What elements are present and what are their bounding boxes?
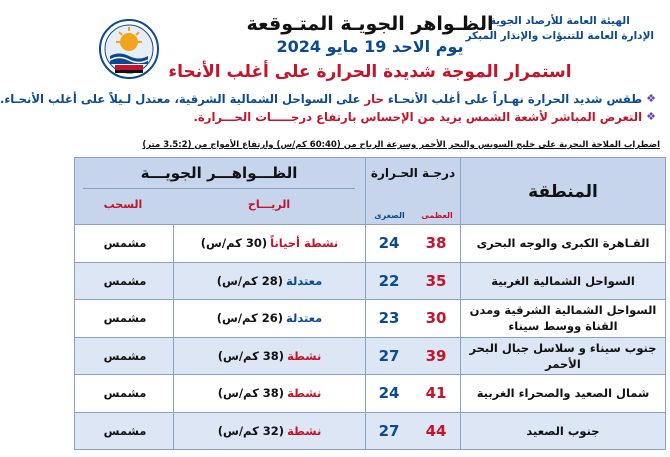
forecast-table	[74, 157, 666, 457]
header-phenomena-title: الظـــواهـــر الجويـــة	[140, 164, 298, 182]
cell-clouds: مشمس	[103, 423, 147, 438]
cell-region: جنوب الصعيد	[460, 413, 665, 450]
cell-max-temp: 44	[425, 421, 447, 440]
cell-wind	[173, 300, 365, 337]
bullet-weather-hot: حار	[364, 92, 384, 106]
bullet-weather	[0, 90, 656, 108]
marine-note: اضطراب الملاحة البحرية على خليج السويس والبحر الأحمر وسرعة الرياح من (60:40 كم/س) وارتفاع الأمواج من (3.5:2 متر)	[142, 140, 660, 150]
cell-clouds: مشمس	[103, 311, 147, 326]
wind-state: نشطة	[287, 386, 322, 401]
cell-wind	[173, 375, 365, 412]
cell-min-temp: 24	[365, 225, 412, 262]
bulletin-header	[0, 0, 670, 150]
org-line-1: الهيئة العامة للأرصاد الجوية	[489, 15, 630, 27]
header-region: المنطقة	[460, 158, 665, 226]
cell-wind	[173, 413, 365, 450]
cell-wind	[173, 225, 365, 262]
cell-max-temp: 39	[425, 346, 447, 365]
cell-min-temp: 22	[365, 263, 412, 300]
table-header	[74, 157, 666, 225]
header-min: الصغرى	[374, 211, 405, 220]
header-max: العظمى	[421, 211, 453, 220]
table-row	[74, 413, 666, 451]
wind-state: معتدلة	[286, 273, 323, 288]
wind-state: نشطة	[287, 348, 322, 363]
header-phenomena	[73, 158, 365, 226]
org-line-2: الإدارة العامة للتنبؤات والإنذار المبكر	[465, 30, 654, 42]
wind-state: معتدلة	[286, 311, 323, 326]
wind-state: نشطة أحياناً	[270, 236, 339, 251]
header-temperature	[365, 158, 460, 226]
cell-region: السواحل الشمالية الشرقية ومدن القناة ووسط سيناء	[460, 300, 665, 337]
wind-speed: (32 كم/س)	[217, 423, 285, 438]
bullet-sun-text: التعرض المباشر لأشعة الشمس يزيد من الإحساس بارتفاع درجـــــات الحـــرارة.	[193, 110, 643, 124]
header-divider	[83, 188, 355, 189]
wind-speed: (26 كم/س)	[216, 311, 284, 326]
cell-min-temp: 27	[365, 413, 412, 450]
cell-region: القـاهرة الكبرى والوجه البحرى	[460, 225, 665, 262]
cell-min-temp: 24	[365, 375, 412, 412]
bullet-weather-text-a: طقس شديد الحرارة نهـاراً على أغلب الأنحـاء	[387, 92, 643, 106]
cell-wind	[173, 263, 365, 300]
cell-min-temp: 27	[365, 338, 412, 375]
header-temperature-title: درجـة الحـرارة	[370, 166, 456, 180]
bullet-list	[0, 90, 656, 126]
headline: استمرار الموجة شديدة الحرارة على أغلب الأنحاء	[168, 62, 572, 82]
page-title: الظـواهر الجويـة المتـوقعة	[246, 13, 494, 35]
cell-max-temp: 30	[425, 309, 447, 328]
cell-wind	[173, 338, 365, 375]
cell-region: السواحل الشمالية الغربية	[460, 263, 665, 300]
cell-max-temp: 41	[425, 384, 447, 403]
header-clouds: السحب	[103, 198, 143, 211]
cell-region: شمال الصعيد والصحراء الغربية	[460, 375, 665, 412]
cell-max-temp: 35	[425, 271, 447, 290]
cell-clouds: مشمس	[103, 236, 147, 251]
wind-speed: (38 كم/س)	[217, 386, 285, 401]
table-row	[74, 300, 666, 338]
wind-speed: (30 كم/س)	[200, 236, 268, 251]
table-row	[74, 225, 666, 263]
table-row	[74, 338, 666, 376]
bullet-sun-exposure	[81, 108, 656, 126]
header-temperature-sub	[366, 211, 461, 220]
wind-speed: (28 كم/س)	[216, 273, 284, 288]
title-block	[240, 12, 500, 58]
cell-max-temp: 38	[425, 234, 447, 253]
table-body	[74, 225, 666, 450]
table-row	[74, 375, 666, 413]
wind-speed: (38 كم/س)	[217, 348, 285, 363]
bullet-weather-text-b: على السواحل الشمالية الشرقية، معتدل لـيلاً على أغلب الأنحـاء.	[0, 92, 361, 106]
cell-region: جنوب سيناء و سلاسل جبال البحر الأحمر	[460, 338, 665, 375]
forecast-date: يوم الاحد 19 مايو 2024	[276, 37, 464, 56]
cell-clouds: مشمس	[103, 386, 147, 401]
wind-state: نشطة	[287, 423, 322, 438]
diamond-bullet-icon: ❖	[646, 110, 656, 123]
cell-clouds: مشمس	[103, 348, 147, 363]
cell-min-temp: 23	[365, 300, 412, 337]
diamond-bullet-icon: ❖	[646, 92, 656, 105]
header-wind: الريـــاح	[247, 198, 291, 211]
table-row	[74, 263, 666, 301]
cell-clouds: مشمس	[103, 273, 147, 288]
